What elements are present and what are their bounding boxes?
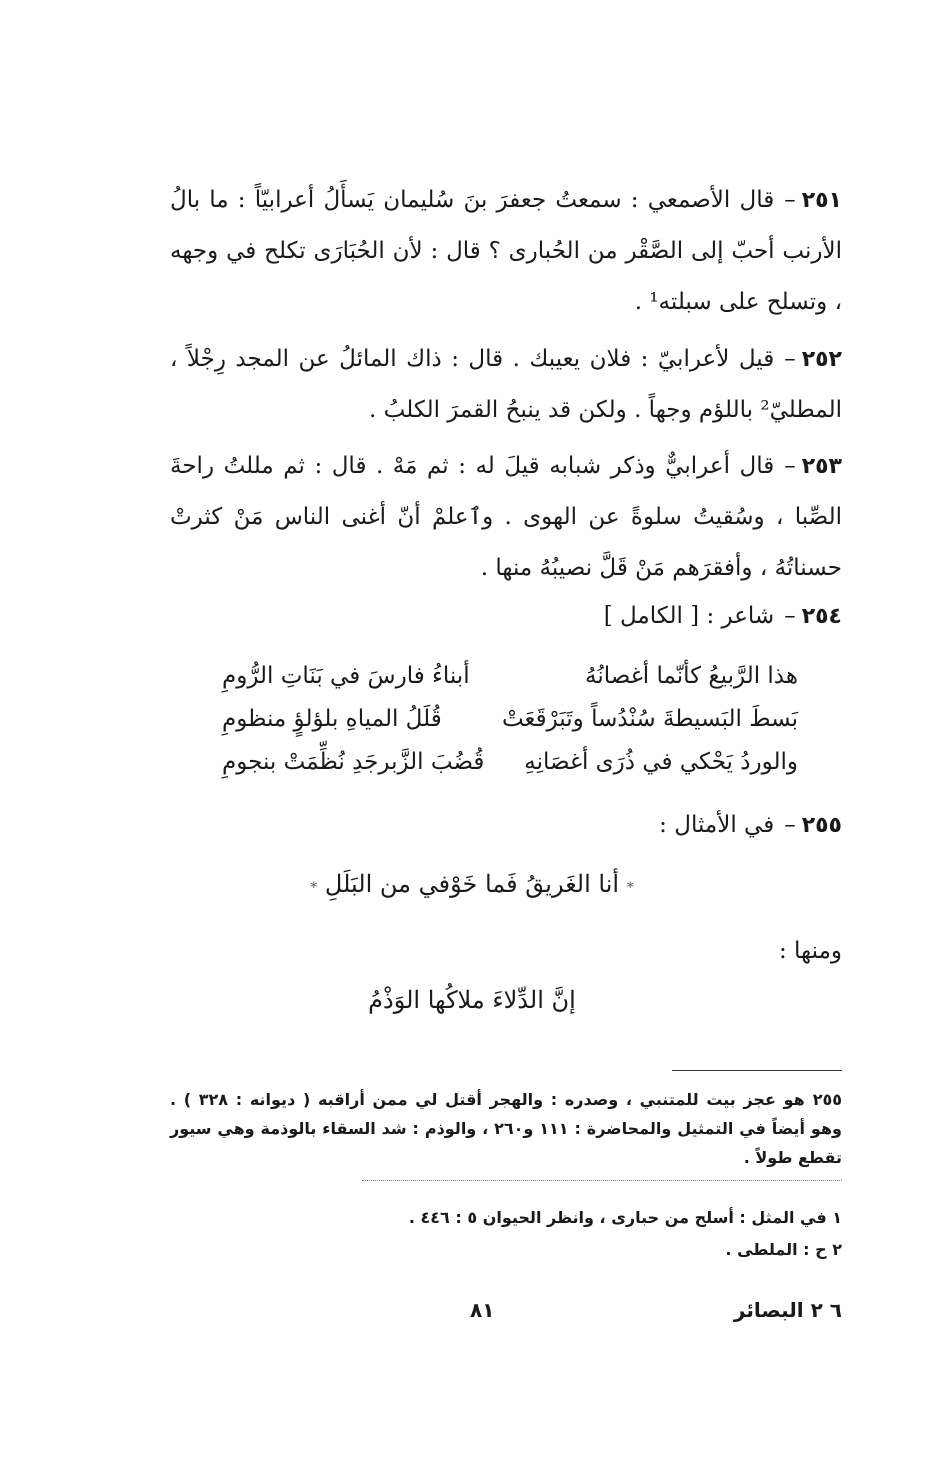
entry-text: قال أعرابيٌّ وذكر شبابه قيلَ له : ثم مَهْ . قال : ثم مللتُ راحةَ الصِّبا ، وسُقيتُ سلوةً عن الهوى . وٱعلمْ أنّ أغنى الناس مَنْ كثرتْ حسناتُهُ ، وأفقرَهم مَنْ قَلَّ نصيبُهُ منها . [170, 453, 842, 581]
entry-text: في الأمثال : [659, 812, 775, 838]
verse-second-hemistich: قُضُبَ الزَّبرجَدِ نُظِّمَتْ بنجومِ [222, 749, 485, 775]
commentary-text: هو عجز بيت للمتنبي ، وصدره : والهجر أقتل لي ممن أراقبه ( ديوانه : ٣٢٨ ) . وهو أيضاً في التمثيل والمحاضرة : ١١١ و٢٦٠ ، والوذم : شد السقاء بالوذمة وهي سيور تقطع طولاً . [170, 1090, 842, 1167]
dash: – [784, 453, 796, 479]
verse-line [222, 749, 798, 789]
commentary-note [170, 1085, 842, 1172]
footnote-1: ١ في المثل : أسلح من حبارى ، وانظر الحيوان ٥ : ٤٤٦ . [408, 1208, 842, 1227]
dash: – [784, 346, 796, 372]
entry-251 [170, 175, 842, 328]
verse-second-hemistich: أبناءُ فارسَ في بَنَاتِ الرُّومِ [222, 663, 470, 689]
star-ornament: * [626, 880, 634, 896]
entry-253 [170, 441, 842, 594]
entry-255-heading [659, 812, 842, 838]
dash: – [784, 603, 796, 629]
entry-number: ٢٥٤ [801, 604, 842, 629]
entry-252 [170, 334, 842, 436]
verse-line [222, 663, 798, 703]
proverb-text: أنا الغَريقُ فَما خَوْفي من البَلَلِ [324, 870, 620, 898]
dotted-separator [362, 1180, 842, 1181]
footnote-2: ٢ ح : الملطى . [725, 1240, 842, 1259]
entry-text: قال الأصمعي : سمعتُ جعفرَ بنَ سُليمان يَسأَلُ أعرابيّاً : ما بالُ الأرنب أحبّ إلى الصَّقْر من الحُبارى ؟ قال : لأن الحُبَارَى تكلح في وجهه ، وتسلح على سبلته¹ . [170, 187, 842, 315]
commentary-number: ٢٥٥ [812, 1090, 842, 1109]
entry-number: ٢٥٢ [801, 347, 842, 372]
proverb-line [0, 870, 944, 898]
star-ornament: * [310, 880, 318, 896]
footnote-separator [672, 1070, 842, 1071]
verse-second-hemistich: قُلَلُ المياهِ بلؤلؤٍ منظومِ [222, 706, 442, 732]
dash: – [784, 187, 796, 213]
entry-text: قيل لأعرابيّ : فلان يعيبك . قال : ذاك المائلُ عن المجد رِجْلاً ، المطليّ² باللؤم وجهاً . ولكن قد ينبحُ القمرَ الكلبُ . [170, 346, 842, 423]
entry-text: شاعر : [ الكامل ] [603, 603, 775, 629]
entry-number: ٢٥٥ [801, 813, 842, 838]
proverb-line-2: إنَّ الدِّلاءَ ملاكُها الوَذْمُ [368, 986, 576, 1014]
and-from-them-label: ومنها : [778, 938, 842, 964]
verse-first-hemistich: والوردُ يَحْكي في ذُرَى أغصَانِهِ [524, 749, 798, 775]
page-number: ٨١ [470, 1298, 495, 1322]
entry-number: ٢٥٣ [801, 454, 842, 479]
entry-number: ٢٥١ [801, 188, 842, 213]
verse-line [222, 706, 798, 746]
verse-first-hemistich: هذا الرَّبيعُ كأنّما أغصانُهُ [585, 663, 798, 689]
dash: – [784, 812, 796, 838]
printer-signature: ٦ ٢ البصائر [733, 1298, 842, 1322]
entry-254-heading [604, 603, 842, 629]
verse-first-hemistich: بَسطَ البَسيطةَ سُنْدُساً وتَبَرْقَعَتْ [501, 706, 798, 732]
